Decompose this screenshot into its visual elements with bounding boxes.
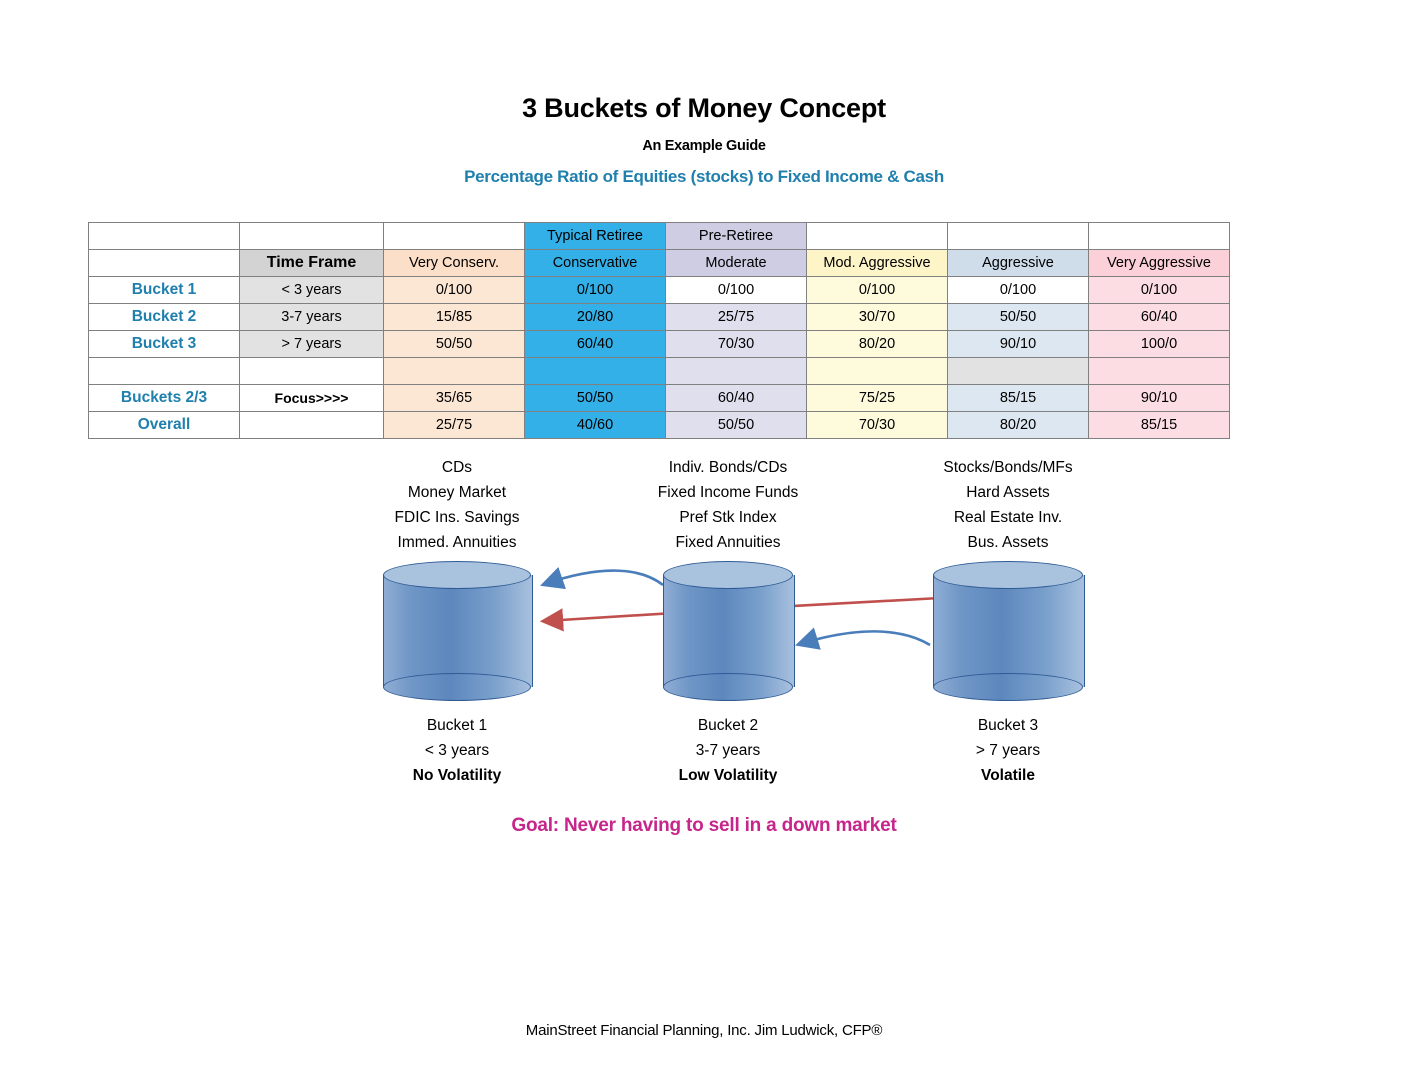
cylinder-top (663, 561, 793, 589)
cell-timeframe: > 7 years (240, 331, 384, 358)
bucket-1-cylinder (383, 561, 531, 701)
bucket-1-name: Bucket 1 (426, 717, 488, 734)
bucket-2-group (623, 455, 833, 788)
bucket-3-volatility: Volatile (981, 767, 1035, 784)
bucket-3-content-line: Real Estate Inv. (953, 509, 1063, 526)
cylinder-body (933, 575, 1085, 687)
cylinder-top (383, 561, 531, 589)
bucket-2-timeframe: 3-7 years (695, 742, 761, 759)
row-label-bucket-2: Bucket 2 (89, 304, 240, 331)
cell-value: 0/100 (1089, 277, 1230, 304)
cell-value: 80/20 (807, 331, 948, 358)
bucket-1-labels (352, 713, 562, 788)
cylinder-bottom (933, 673, 1083, 701)
column-header-moderate: Moderate (666, 250, 807, 277)
page-subtitle: An Example Guide (642, 137, 766, 154)
cell-value: 50/50 (384, 331, 525, 358)
bucket-3-contents (903, 455, 1113, 555)
bucket-1-content-line: CDs (441, 459, 473, 476)
allocation-table-wrapper (88, 222, 1228, 439)
cell-value: 85/15 (948, 385, 1089, 412)
bucket-2-name: Bucket 2 (697, 717, 759, 734)
bucket-1-timeframe: < 3 years (424, 742, 490, 759)
cylinder-body (383, 575, 533, 687)
allocation-table (88, 222, 1230, 439)
page-title: 3 Buckets of Money Concept (522, 93, 886, 123)
bucket-3-content-line: Hard Assets (966, 484, 1050, 501)
column-header-aggressive: Aggressive (948, 250, 1089, 277)
row-label-bucket-1: Bucket 1 (89, 277, 240, 304)
table-row (89, 331, 1230, 358)
separator-cell (525, 358, 666, 385)
group-header-pre-retiree: Pre-Retiree (666, 223, 807, 250)
bucket-1-content-line: FDIC Ins. Savings (394, 509, 520, 526)
bucket-1-volatility: No Volatility (412, 767, 502, 784)
bucket-2-content-line: Pref Stk Index (679, 509, 777, 526)
table-row (89, 412, 1230, 439)
spacer-cell (89, 250, 240, 277)
footer-attribution: MainStreet Financial Planning, Inc. Jim Ludwick, CFP® (525, 1022, 883, 1039)
cell-focus: Focus>>>> (240, 385, 384, 412)
separator-cell (948, 358, 1089, 385)
bucket-2-cylinder (663, 561, 793, 701)
cell-value: 50/50 (948, 304, 1089, 331)
bucket-3-labels (903, 713, 1113, 788)
page-header (0, 0, 1408, 187)
bucket-3-cylinder (933, 561, 1083, 701)
cell-value: 25/75 (666, 304, 807, 331)
bucket-2-contents (623, 455, 833, 555)
bucket-3-content-line: Bus. Assets (967, 534, 1049, 551)
spacer-cell (240, 358, 384, 385)
column-header-mod-aggressive: Mod. Aggressive (807, 250, 948, 277)
spacer-cell (1089, 223, 1230, 250)
cell-value: 60/40 (1089, 304, 1230, 331)
table-row (89, 277, 1230, 304)
cell-value: 100/0 (1089, 331, 1230, 358)
separator-cell (384, 358, 525, 385)
cell-value: 70/30 (666, 331, 807, 358)
spacer-cell (384, 223, 525, 250)
cell-value: 40/60 (525, 412, 666, 439)
row-label-buckets-2-3: Buckets 2/3 (89, 385, 240, 412)
cell-value: 35/65 (384, 385, 525, 412)
table-row (89, 304, 1230, 331)
cell-value: 75/25 (807, 385, 948, 412)
buckets-diagram (0, 455, 1408, 875)
spacer-cell (948, 223, 1089, 250)
cell-value: 25/75 (384, 412, 525, 439)
row-label-overall: Overall (89, 412, 240, 439)
row-label-bucket-3: Bucket 3 (89, 331, 240, 358)
bucket-2-content-line: Indiv. Bonds/CDs (668, 459, 788, 476)
bucket-1-content-line: Money Market (407, 484, 507, 501)
cell-value: 0/100 (384, 277, 525, 304)
cell-value: 70/30 (807, 412, 948, 439)
cylinder-bottom (383, 673, 531, 701)
cell-value: 0/100 (525, 277, 666, 304)
cell-value: 80/20 (948, 412, 1089, 439)
cell-value: 15/85 (384, 304, 525, 331)
cell-value: 60/40 (525, 331, 666, 358)
separator-cell (1089, 358, 1230, 385)
column-header-very-aggressive: Very Aggressive (1089, 250, 1230, 277)
cell-value: 90/10 (948, 331, 1089, 358)
bucket-2-labels (623, 713, 833, 788)
cell-timeframe: < 3 years (240, 277, 384, 304)
cell-value: 50/50 (525, 385, 666, 412)
spacer-cell (89, 358, 240, 385)
separator-cell (807, 358, 948, 385)
bucket-3-content-line: Stocks/Bonds/MFs (943, 459, 1073, 476)
table-group-header-row (89, 223, 1230, 250)
separator-cell (666, 358, 807, 385)
bucket-3-group (903, 455, 1113, 788)
bucket-3-timeframe: > 7 years (975, 742, 1041, 759)
cell-value: 20/80 (525, 304, 666, 331)
cell-value: 60/40 (666, 385, 807, 412)
bucket-1-contents (352, 455, 562, 555)
spacer-cell (807, 223, 948, 250)
cylinder-body (663, 575, 795, 687)
table-column-header-row (89, 250, 1230, 277)
table-separator-row (89, 358, 1230, 385)
cylinder-top (933, 561, 1083, 589)
cell-timeframe (240, 412, 384, 439)
bucket-2-content-line: Fixed Annuities (675, 534, 781, 551)
bucket-1-group (352, 455, 562, 788)
cell-value: 85/15 (1089, 412, 1230, 439)
bucket-2-volatility: Low Volatility (678, 767, 778, 784)
group-header-typical-retiree: Typical Retiree (525, 223, 666, 250)
spacer-cell (89, 223, 240, 250)
cell-value: 0/100 (948, 277, 1089, 304)
ratio-heading: Percentage Ratio of Equities (stocks) to Fixed Income & Cash (464, 166, 944, 186)
cell-value: 0/100 (666, 277, 807, 304)
table-row (89, 385, 1230, 412)
bucket-1-content-line: Immed. Annuities (397, 534, 517, 551)
cell-value: 0/100 (807, 277, 948, 304)
cylinder-bottom (663, 673, 793, 701)
column-header-conservative: Conservative (525, 250, 666, 277)
column-header-very-conserv: Very Conserv. (384, 250, 525, 277)
bucket-2-content-line: Fixed Income Funds (657, 484, 799, 501)
goal-statement: Goal: Never having to sell in a down market (511, 815, 897, 836)
cell-value: 90/10 (1089, 385, 1230, 412)
cell-value: 30/70 (807, 304, 948, 331)
cell-timeframe: 3-7 years (240, 304, 384, 331)
column-header-time-frame: Time Frame (240, 250, 384, 277)
spacer-cell (240, 223, 384, 250)
bucket-3-name: Bucket 3 (977, 717, 1039, 734)
cell-value: 50/50 (666, 412, 807, 439)
